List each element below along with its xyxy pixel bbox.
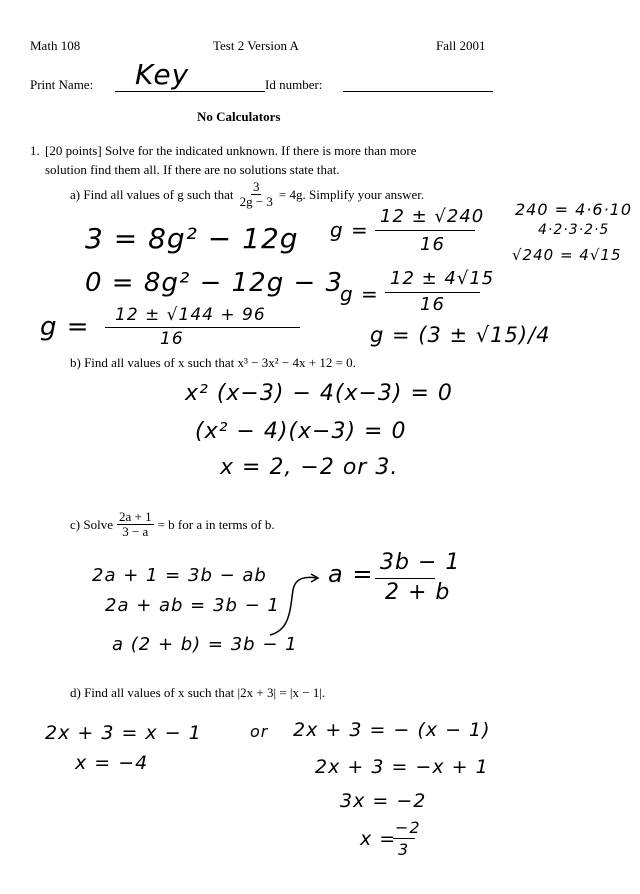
fraction-numerator: 3: [252, 179, 260, 194]
part-d-final-numerator: −2: [395, 818, 421, 837]
part-a-work-denominator: 16: [420, 294, 445, 315]
fraction-numerator: 2a + 1: [118, 509, 152, 524]
part-a-work-line: 0 = 8g² − 12g − 3: [85, 268, 344, 298]
part-a-work-g: g =: [40, 312, 90, 342]
part-b-work-line: (x² − 4)(x−3) = 0: [195, 419, 407, 444]
part-b-work-line: x² (x−3) − 4(x−3) = 0: [185, 381, 453, 406]
side-note: 4·2·3·2·5: [538, 222, 610, 238]
id-number-label: Id number:: [265, 77, 323, 92]
print-name-value: Key: [135, 58, 190, 91]
question-text-line2: solution find them all. If there are no solutions state that.: [45, 162, 340, 177]
arrow-icon: [265, 570, 325, 640]
part-a-prompt-post: = 4g. Simplify your answer.: [278, 186, 425, 202]
part-c-work-line: 2a + ab = 3b − 1: [105, 595, 280, 616]
part-c-answer-lhs: a =: [328, 560, 374, 588]
part-d-work-line: 3x = −2: [340, 790, 427, 812]
part-d-work-line: 2x + 3 = −x + 1: [315, 756, 489, 778]
part-d-work-line: 2x + 3 = x − 1: [45, 722, 202, 744]
part-a-work-line: 3 = 8g² − 12g: [85, 222, 299, 255]
part-c-work-line: 2a + 1 = 3b − ab: [92, 565, 267, 586]
part-d-work-line: 2x + 3 = − (x − 1): [293, 719, 491, 741]
part-a-prompt-pre: a) Find all values of g such that: [70, 186, 234, 202]
no-calculators-notice: No Calculators: [197, 109, 281, 124]
side-note: 240 = 4·6·10: [515, 200, 633, 219]
term-label: Fall 2001: [436, 38, 486, 53]
part-c-prompt-post: = b for a in terms of b.: [157, 516, 275, 532]
part-a-work-denominator: 16: [420, 234, 445, 255]
fraction-bar: [393, 838, 415, 839]
part-d-final-denominator: 3: [398, 840, 410, 859]
test-title: Test 2 Version A: [213, 38, 299, 53]
fraction-denominator: 2g − 3: [239, 194, 273, 210]
part-b-answer: x = 2, −2 or 3.: [220, 455, 399, 480]
part-a-work-numerator: 12 ± √144 + 96: [115, 305, 266, 325]
part-a-answer: g = (3 ± √15)/4: [370, 323, 551, 347]
part-c-work-line: a (2 + b) = 3b − 1: [112, 634, 298, 655]
part-a-fraction: [238, 180, 275, 210]
id-underline: [343, 91, 493, 92]
part-a-work-g: g =: [330, 218, 369, 242]
part-c-fraction: [117, 510, 154, 540]
part-b-prompt: b) Find all values of x such that x³ − 3x² − 4x + 12 = 0.: [70, 355, 356, 370]
fraction-bar: [375, 230, 475, 231]
part-d-work-line: x = −4: [75, 752, 149, 774]
part-a-work-g: g =: [340, 282, 379, 306]
fraction-bar: [375, 578, 435, 579]
name-underline: [115, 91, 265, 92]
part-c-answer-denominator: 2 + b: [385, 580, 451, 605]
part-a-work-denominator: 16: [160, 329, 184, 349]
part-d-prompt: d) Find all values of x such that |2x + 3| = |x − 1|.: [70, 685, 326, 700]
question-number: 1.: [30, 143, 40, 158]
fraction-bar: [105, 327, 300, 328]
part-c-prompt-pre: c) Solve: [70, 516, 113, 532]
part-d-final-lhs: x =: [360, 828, 397, 850]
part-a-prompt: [70, 180, 424, 210]
print-name-label: Print Name:: [30, 77, 94, 92]
question-text-line1: [20 points] Solve for the indicated unknown. If there is more than more: [45, 143, 417, 158]
part-a-work-numerator: 12 ± 4√15: [390, 268, 495, 289]
part-c-prompt: [70, 510, 275, 540]
fraction-denominator: 3 − a: [122, 524, 149, 540]
part-c-answer-numerator: 3b − 1: [380, 550, 461, 575]
course-label: Math 108: [30, 38, 81, 53]
part-d-or: or: [250, 722, 269, 741]
fraction-bar: [385, 292, 480, 293]
side-note: √240 = 4√15: [512, 246, 622, 264]
part-a-work-numerator: 12 ± √240: [380, 206, 485, 227]
